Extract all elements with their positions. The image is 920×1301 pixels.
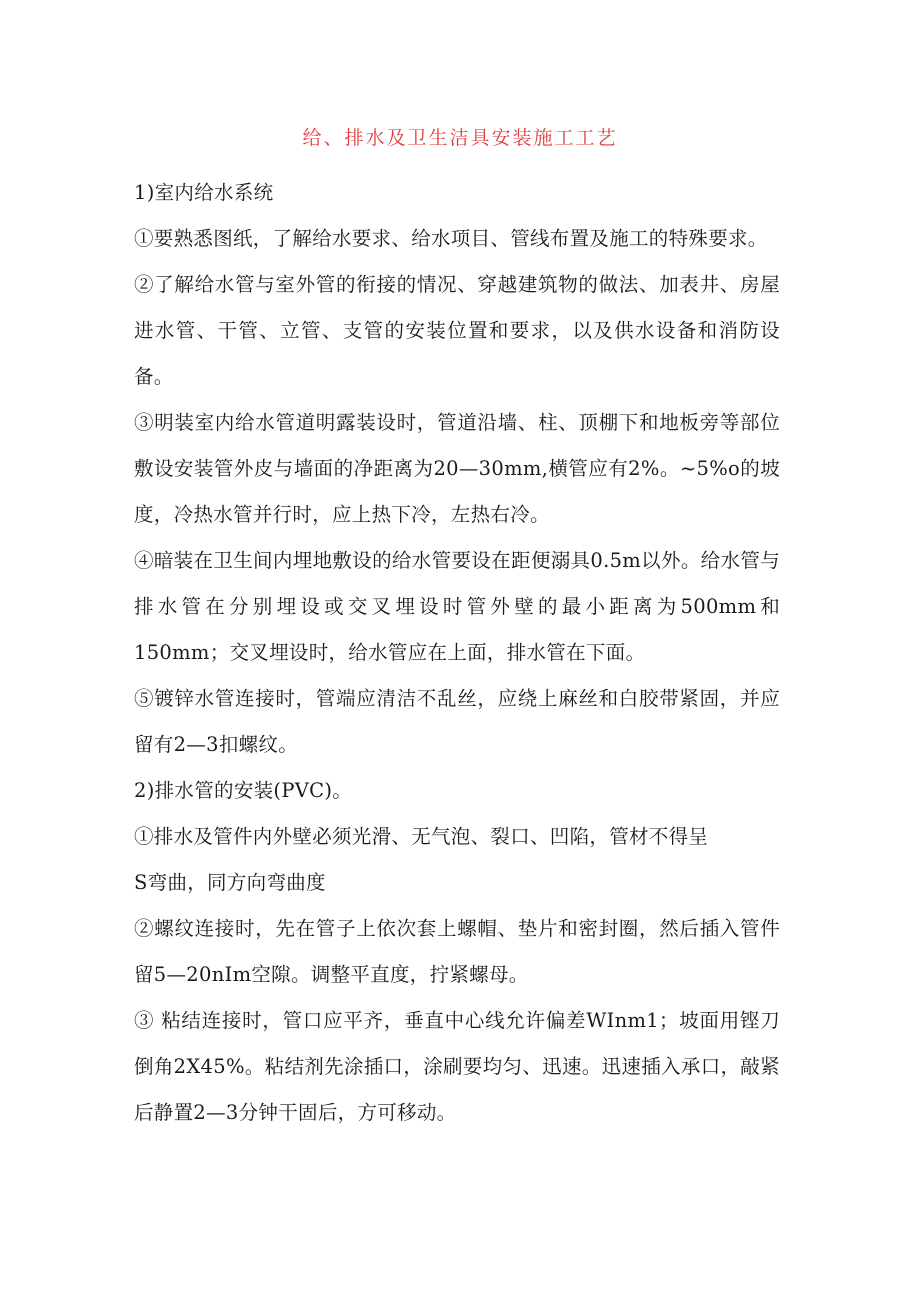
paragraph: ③ 粘结连接时，管口应平齐，垂直中心线允许偏差WInm1；坡面用铿刀倒角2X45%。粘结剂先涂插口，涂刷要均匀、迅速。迅速插入承口，敲紧后静置2—3分钟干固后，方可移动。 [134, 1009, 780, 1124]
paragraph: ④暗装在卫生间内埋地敷设的给水管要设在距便溺具0.5m以外。给水管与排水管在分别埋设或交叉埋设时管外壁的最小距离为500mm和150mm；交叉埋设时，给水管应在上面，排水管在下面。 [134, 549, 780, 664]
paragraph: S弯曲，同方向弯曲度 [134, 871, 326, 894]
paragraph: ⑤镀锌水管连接时，管端应清洁不乱丝，应绕上麻丝和白胶带紧固，并应留有2—3扣螺纹。 [134, 687, 780, 756]
paragraph: ②了解给水管与室外管的衔接的情况、穿越建筑物的做法、加表井、房屋进水管、干管、立管、支管的安装位置和要求，以及供水设备和消防设备。 [134, 273, 780, 388]
paragraph: ③明装室内给水管道明露装设时，管道沿墙、柱、顶棚下和地板旁等部位敷设安装管外皮与墙面的净距离为20—30mm,横管应有2%。~5%o的坡度，冷热水管并行时，应上热下冷，左热右冷。 [134, 411, 780, 526]
paragraph: ②螺纹连接时，先在管子上依次套上螺帽、垫片和密封圈，然后插入管件留5—20nIm空隙。调整平直度，拧紧螺母。 [134, 917, 780, 986]
document-body [134, 170, 780, 1136]
section-heading-indoor-water-supply: 1)室内给水系统 [134, 181, 274, 204]
section-heading-drain-pipe-installation: 2)排水管的安装(PVC)。 [134, 779, 353, 802]
paragraph: ①排水及管件内外壁必须光滑、无气泡、裂口、凹陷，管材不得呈 [134, 825, 709, 848]
document-title: 给、排水及卫生洁具安装施工工艺 [302, 127, 618, 149]
paragraph: ①要熟悉图纸，了解给水要求、给水项目、管线布置及施工的特殊要求。 [134, 227, 768, 250]
